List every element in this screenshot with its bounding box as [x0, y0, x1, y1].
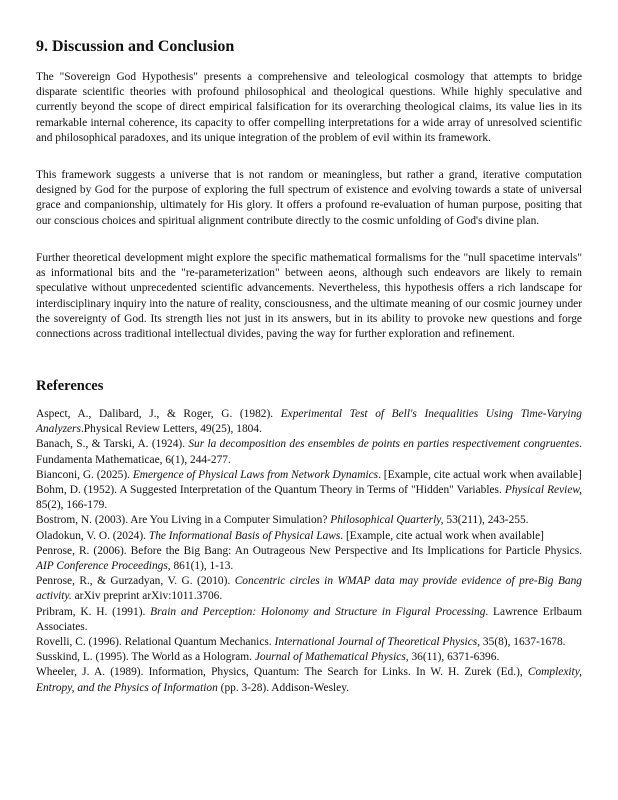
reference-italic-title: The Informational Basis of Physical Laws — [148, 529, 341, 542]
references-list — [36, 407, 582, 696]
reference-item — [36, 605, 582, 635]
reference-text: . Lawrence Erlbaum Associates. — [36, 605, 582, 633]
reference-text: Bostrom, N. (2003). Are You Living in a Computer Simulation? — [36, 514, 331, 527]
reference-text: . Fundamenta Mathematicae, 6(1), 244-277. — [36, 438, 582, 466]
references-heading: References — [36, 378, 104, 394]
reference-text: 53(211), 243-255. — [443, 514, 529, 527]
reference-italic-title: Brain and Perception: Holonomy and Structure in Figural Processing — [150, 605, 486, 618]
reference-italic-title: Complexity, Entropy, and the Physics of Information — [36, 666, 582, 694]
reference-item — [36, 635, 582, 650]
reference-text: Penrose, R. (2006). Before the Big Bang: An Outrageous New Perspective and Its Implications for Particle Physics. — [36, 544, 582, 557]
reference-text: Rovelli, C. (1996). Relational Quantum Mechanics. — [36, 636, 275, 649]
reference-italic-title: AIP Conference Proceedings, — [36, 560, 171, 573]
reference-text: Susskind, L. (1995). The World as a Hologram. — [36, 651, 255, 664]
reference-italic-title: Experimental Test of Bell's Inequalities Using Time-Varying Analyzers — [36, 408, 582, 436]
reference-italic-title: Philosophical Quarterly, — [330, 514, 444, 527]
reference-item — [36, 468, 582, 483]
reference-item — [36, 529, 582, 544]
reference-item — [36, 437, 582, 467]
reference-text: .Physical Review Letters, 49(25), 1804. — [80, 423, 262, 436]
reference-text: arXiv preprint arXiv:1011.3706. — [71, 590, 223, 603]
reference-item — [36, 483, 582, 513]
paragraph-3: Further theoretical development might explore the specific mathematical formalisms for the "null spacetime intervals" as informational bits and the "re-parameterization" between aeons, although such endeavors are likely to remain speculative without unprecedented scientific advancements. Nevertheless, this hypothesis offers a rich landscape for interdisciplinary inquiry into the nature of reality, consciousness, and the ultimate meaning of our cosmic journey under the sovereignty of God. Its strength lies not just in its answers, but in its ability to provoke new questions and forge connections across traditional intellectual divides, paving the way for further exploration and refinement. — [36, 252, 582, 341]
reference-italic-title: Emergence of Physical Laws from Network Dynamics — [132, 468, 379, 481]
reference-item — [36, 650, 582, 665]
reference-text: Aspect, A., Dalibard, J., & Roger, G. (1982). — [36, 408, 281, 420]
reference-item — [36, 407, 582, 437]
reference-text: . [Example, cite actual work when available] — [378, 468, 582, 481]
reference-text: . [Example, cite actual work when available] — [340, 529, 544, 542]
reference-text: Oladokun, V. O. (2024). — [36, 529, 149, 542]
reference-text: 85(2), 166-179. — [36, 499, 108, 512]
section-heading: 9. Discussion and Conclusion — [36, 38, 235, 55]
reference-text: Banach, S., & Tarski, A. (1924). — [36, 438, 189, 451]
paragraph-1: The "Sovereign God Hypothesis" presents a comprehensive and teleological cosmology that attempts to bridge disparate scientific theories with profound philosophical and theological questions. While highly speculative and currently beyond the scope of direct empirical falsification for its overarching theological claims, its value lies in its remarkable internal coherence, its capacity to offer compelling interpretations for a wide array of unresolved scientific and philosophical paradoxes, and its unique integration of the problem of evil within its framework. — [36, 71, 582, 144]
reference-text: (pp. 3-28). Addison-Wesley. — [217, 681, 350, 694]
reference-item — [36, 544, 582, 574]
reference-italic-title: Journal of Mathematical Physics, — [254, 651, 409, 664]
reference-item — [36, 665, 582, 695]
reference-text: Pribram, K. H. (1991). — [36, 605, 151, 618]
reference-text: Wheeler, J. A. (1989). Information, Physics, Quantum: The Search for Links. In W. H. Zurek (Ed.), — [36, 666, 528, 679]
reference-italic-title: International Journal of Theoretical Physics, — [274, 636, 481, 649]
reference-text: 861(1), 1-13. — [170, 560, 234, 573]
reference-text: 36(11), 6371-6396. — [408, 651, 500, 664]
reference-text: 35(8), 1637-1678. — [480, 636, 566, 649]
reference-text: Penrose, R., & Gurzadyan, V. G. (2010). — [36, 575, 235, 588]
reference-italic-title: Physical Review, — [504, 484, 582, 497]
paragraph-2: This framework suggests a universe that is not random or meaningless, but rather a grand, iterative computation designed by God for the purpose of exploring the full spectrum of existence and evolving towards a state of universal grace and companionship, ultimately for His glory. It offers a profound re-evaluation of human purpose, positing that our conscious choices and spiritual alignment contribute directly to the cosmic unfolding of God's divine plan. — [36, 169, 582, 227]
reference-text: Bohm, D. (1952). A Suggested Interpretation of the Quantum Theory in Terms of "Hidden" Variables. — [36, 484, 505, 497]
reference-italic-title: Sur la decomposition des ensembles de points en parties respectivement congruentes — [188, 438, 580, 451]
reference-italic-title: Concentric circles in WMAP data may provide evidence of pre-Big Bang activity. — [36, 575, 582, 603]
reference-text: Bianconi, G. (2025). — [36, 468, 133, 481]
reference-item — [36, 574, 582, 604]
reference-item — [36, 513, 582, 528]
